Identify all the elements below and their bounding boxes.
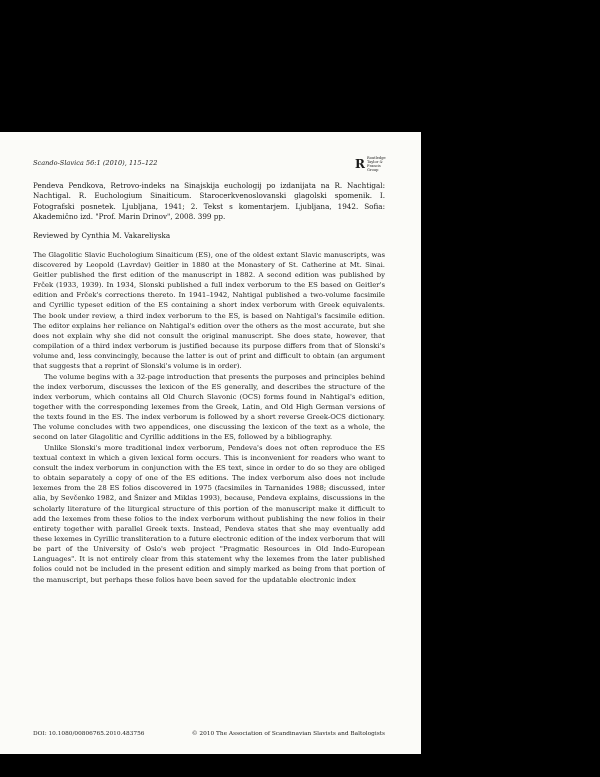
reviewer-line: Reviewed by Cynthia M. Vakareliyska	[33, 230, 171, 240]
paragraph: Unlike Slonski's more traditional index verborum, Pendeva's does not often reproduce the ES textual context in which a given lexical form occurs. This is inconvenient for readers who want to consult the index verborum in conjunction with the ES text, since in order to do so they are obliged to obtain separately a copy of one of the ES editions. The index verborum also does not include lexemes from the 28 ES folios discovered in 1975 (facsimiles in Tarnanides 1988; discussed, inter alia, by Sevčenko 1982, and Šnizer and Miklas 1993), because, Pendeva explains, discussions in the scholarly literature of the liturgical structure of this portion of the manuscript make it difficult to add the lexemes from these folios to the index verborum without publishing the new folios in their entirety together with parallel Greek texts. Instead, Pendeva states that she may eventually add these lexemes in Cyrillic transliteration to a future electronic edition of the index verborum that will be part of the University of Oslo's web project "Pragmatic Resources in Old Indo-European Languages". It is not entirely clear from this statement why the lexemes from the later published folios could not be included in the present edition and simply marked as being from that portion of the manuscript, but perhaps these folios have been saved for the updatable electronic index	[33, 443, 385, 584]
journal-citation: Scando-Slavica 56:1 (2010), 115–122	[33, 159, 158, 167]
scan-black-border-top	[0, 0, 600, 132]
page-content	[33, 156, 385, 585]
publisher-logo-text: Routledge Taylor & Francis Group	[367, 156, 386, 172]
scan-black-border-bottom	[0, 754, 421, 777]
paragraph: The Glagolitic Slavic Euchologium Sinaiticum (ES), one of the oldest extant Slavic manuscripts, was discovered by Leopold (Lavrdav) Geitler in 1880 at the Monastery of St. Catherine at Mt. Sinai. Geitler published the first edition of the manuscript in 1882. A second edition was published by Frček (1933, 1939). In 1934, Slonski published a full index verborum to the ES based on Geitler's edition and Frček's corrections thereto. In 1941–1942, Nahtigal published a two-volume facsimile and Cyrillic typeset edition of the ES containing a short index verborum with Greek equivalents. The book under review, a third index verborum to the ES, is based on Nahtigal's facsimile edition. The editor explains her reliance on Nahtigal's edition over the others as the most accurate, but she does not explain why she did not consult the original manuscript. She does state, however, that compilation of a third index verborum is justified because its purpose differs from that of Slonski's volume and, less convincingly, because the latter is out of print and difficult to obtain (an argument that suggests that a reprint of Slonski's volume is in order).	[33, 250, 385, 371]
publisher-logo	[355, 156, 385, 172]
review-body	[33, 250, 385, 585]
bibliographic-entry: Pendeva Pendkova, Retrovo-indeks na Sinajskija euchologij po izdanijata na R. Nachtigal: Nachtigal. R. Euchologium Sinaiticum. Starocerkvenoslovanski glagolski spomenik. I. Fotografski posnetek. Ljubljana, 1941; 2. Tekst s komentarjem. Ljubljana, 1942. Sofia: Akademično izd. "Prof. Marin Drinov", 2008. 399 pp.	[33, 181, 385, 222]
doi: DOI: 10.1080/00806765.2010.483756	[33, 731, 145, 737]
scan-black-border-right	[421, 132, 600, 777]
routledge-logo-icon: R	[355, 157, 365, 171]
document-page	[0, 132, 421, 754]
running-header	[33, 156, 385, 170]
paragraph: The volume begins with a 32-page introduction that presents the purposes and principles behind the index verborum, discusses the lexicon of the ES generally, and describes the structure of the index verborum, which contains all Old Church Slavonic (OCS) forms found in Nahtigal's edition, together with the corresponding lexemes from the Greek, Latin, and Old High German versions of the texts found in the ES. The index verborum is followed by a short reverse Greek-OCS dictionary. The volume concludes with two appendices, one discussing the lexicon of the text as a whole, the second on later Glagolitic and Cyrillic additions in the ES, followed by a bibliography.	[33, 372, 385, 442]
copyright: © 2010 The Association of Scandinavian Slavists and Baltologists	[191, 731, 385, 737]
page-footer	[33, 731, 385, 737]
